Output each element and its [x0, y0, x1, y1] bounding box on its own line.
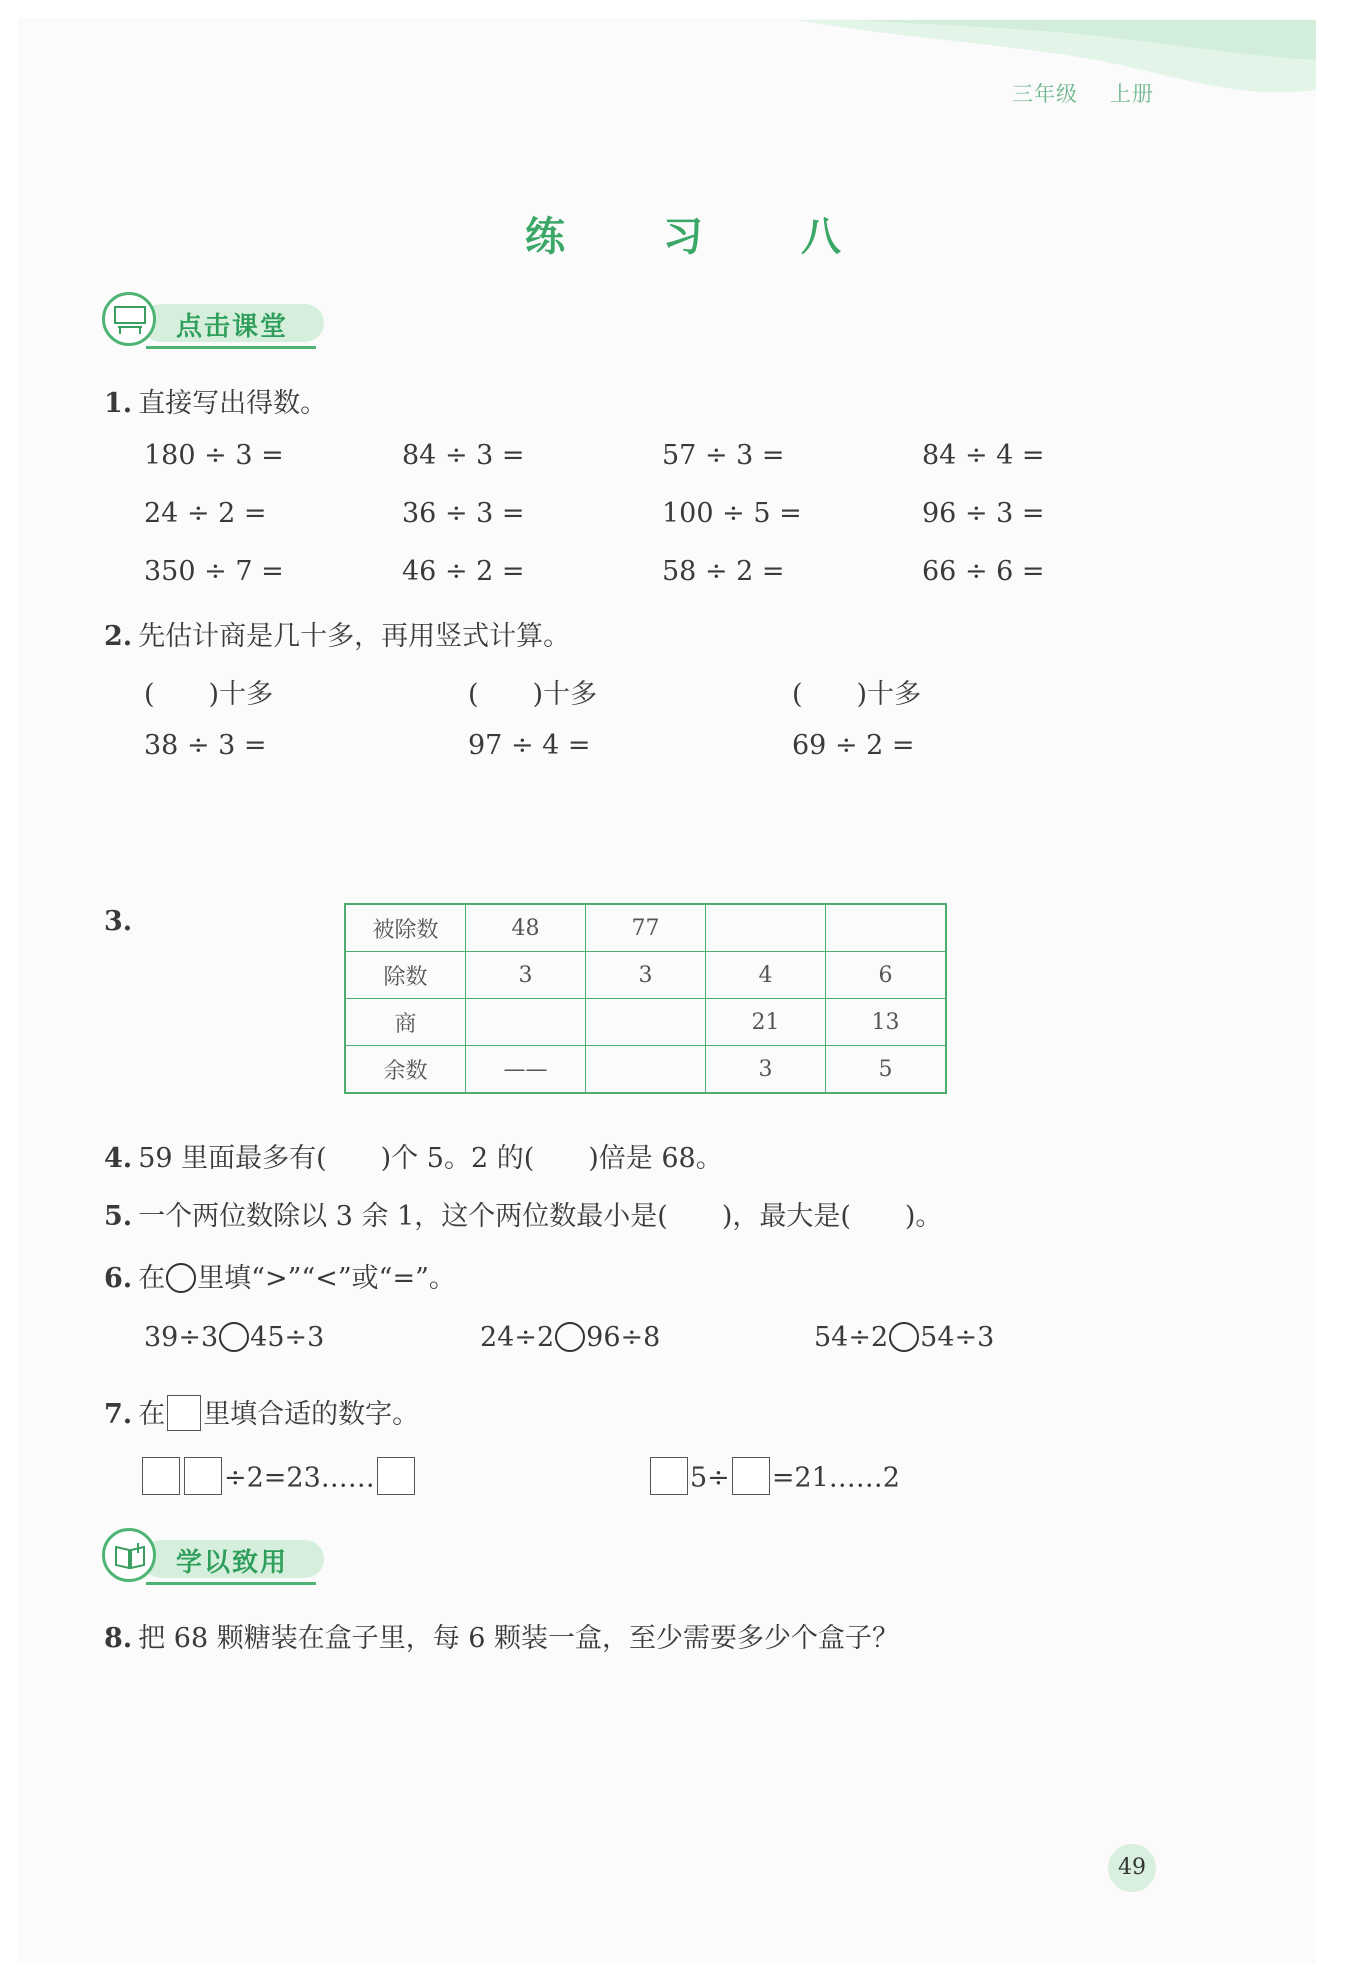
table-cell: 6: [826, 952, 947, 999]
q7-number: 7.: [104, 1399, 133, 1430]
table-row: [345, 904, 946, 952]
q1-item: 36 ÷ 3 =: [402, 498, 525, 529]
q1-item: 46 ÷ 2 =: [402, 556, 525, 587]
q2-item: 97 ÷ 4 =: [468, 730, 591, 761]
q1-item: 84 ÷ 3 =: [402, 440, 525, 471]
table-cell: 77: [586, 904, 706, 952]
q4-text: 59 里面最多有( )个 5。2 的( )倍是 68。: [138, 1143, 723, 1174]
book-icon: [102, 1528, 156, 1582]
table-cell: 3: [586, 952, 706, 999]
q2-prompt: [104, 614, 570, 653]
q2-estimate-blank[interactable]: ( )十多: [468, 679, 598, 710]
q7-equation-1: [140, 1460, 417, 1498]
q3-prompt: [104, 906, 138, 937]
q7-eq2-a: 5÷: [690, 1462, 730, 1494]
division-table: [344, 903, 947, 1094]
digit-box[interactable]: [650, 1457, 688, 1495]
table-row: [345, 952, 946, 999]
q6-right: 54÷3: [920, 1322, 995, 1353]
table-cell: 商: [345, 999, 466, 1046]
table-cell: 48: [466, 904, 586, 952]
table-cell: 3: [466, 952, 586, 999]
q4-number: 4.: [104, 1143, 133, 1174]
table-cell: 3: [706, 1046, 826, 1094]
table-row: [345, 999, 946, 1046]
q8-text: 把 68 颗糖装在盒子里，每 6 颗装一盒，至少需要多少个盒子？: [138, 1623, 900, 1654]
q4-prompt: [104, 1136, 723, 1175]
q1-item: 58 ÷ 2 =: [662, 556, 785, 587]
table-row: [345, 1046, 946, 1094]
q7-prompt: [104, 1392, 419, 1434]
q5-prompt: [104, 1194, 942, 1233]
circle-icon: [166, 1263, 196, 1293]
q2-estimate-blank[interactable]: ( )十多: [144, 679, 274, 710]
q6-item: [144, 1322, 324, 1354]
table-cell[interactable]: [586, 1046, 706, 1094]
square-icon: [167, 1395, 201, 1431]
digit-box[interactable]: [377, 1457, 415, 1495]
digit-box[interactable]: [732, 1457, 770, 1495]
table-cell: 除数: [345, 952, 466, 999]
q1-item: 100 ÷ 5 =: [662, 498, 802, 529]
section-classroom: [102, 292, 324, 350]
q5-number: 5.: [104, 1201, 133, 1232]
compare-circle[interactable]: [219, 1322, 249, 1352]
q3-number: 3.: [104, 906, 133, 937]
digit-box[interactable]: [184, 1457, 222, 1495]
q6-right: 96÷8: [586, 1322, 661, 1353]
q2-item: 69 ÷ 2 =: [792, 730, 915, 761]
table-cell[interactable]: [826, 904, 947, 952]
q1-item: 66 ÷ 6 =: [922, 556, 1045, 587]
table-cell: 21: [706, 999, 826, 1046]
q7-pre: 在: [138, 1399, 166, 1430]
table-cell[interactable]: [466, 999, 586, 1046]
q6-item: [480, 1322, 660, 1354]
q2-estimate-blank[interactable]: ( )十多: [792, 679, 922, 710]
q6-pre: 在: [138, 1263, 166, 1294]
q6-number: 6.: [104, 1263, 133, 1294]
section-classroom-label: 点击课堂: [176, 312, 289, 342]
table-cell: 13: [826, 999, 947, 1046]
q6-left: 54÷2: [814, 1322, 889, 1353]
q1-item: 350 ÷ 7 =: [144, 556, 284, 587]
q5-text: 一个两位数除以 3 余 1，这个两位数最小是( )，最大是( )。: [138, 1201, 943, 1232]
q6-prompt: [104, 1256, 456, 1295]
table-cell: 余数: [345, 1046, 466, 1094]
q2-number: 2.: [104, 621, 133, 652]
q7-eq1-mid: ÷2=23……: [224, 1462, 375, 1494]
q1-item: 180 ÷ 3 =: [144, 440, 284, 471]
q1-prompt: [104, 381, 327, 420]
q6-post: 里填“>”“<”或“=”。: [197, 1263, 456, 1294]
table-cell: 被除数: [345, 904, 466, 952]
q2-item: 38 ÷ 3 =: [144, 730, 267, 761]
compare-circle[interactable]: [889, 1322, 919, 1352]
q1-item: 24 ÷ 2 =: [144, 498, 267, 529]
page-number: 49: [1108, 1844, 1156, 1892]
q6-right: 45÷3: [250, 1322, 325, 1353]
q1-item: 96 ÷ 3 =: [922, 498, 1045, 529]
table-cell[interactable]: [706, 904, 826, 952]
table-cell: ——: [466, 1046, 586, 1094]
table-cell[interactable]: [586, 999, 706, 1046]
table-cell: 4: [706, 952, 826, 999]
section-application: [102, 1528, 324, 1586]
q1-item: 84 ÷ 4 =: [922, 440, 1045, 471]
grade-label: 三年级: [1012, 82, 1078, 106]
q6-left: 39÷3: [144, 1322, 219, 1353]
q1-text: 直接写出得数。: [138, 388, 328, 419]
section-application-label: 学以致用: [176, 1548, 289, 1578]
q7-eq2-b: =21……2: [771, 1462, 900, 1494]
q1-item: 57 ÷ 3 =: [662, 440, 785, 471]
page-title: 练 习 八: [525, 214, 883, 260]
q1-number: 1.: [104, 388, 133, 419]
q8-number: 8.: [104, 1623, 133, 1654]
q7-equation-2: [648, 1460, 900, 1498]
q6-item: [814, 1322, 994, 1354]
blackboard-icon: [102, 292, 156, 346]
volume-label: 上册: [1110, 82, 1154, 106]
table-cell: 5: [826, 1046, 947, 1094]
digit-box[interactable]: [142, 1457, 180, 1495]
compare-circle[interactable]: [555, 1322, 585, 1352]
q2-text: 先估计商是几十多，再用竖式计算。: [138, 621, 571, 652]
q6-left: 24÷2: [480, 1322, 555, 1353]
q7-post: 里填合适的数字。: [203, 1399, 420, 1430]
q8-prompt: [104, 1616, 899, 1655]
